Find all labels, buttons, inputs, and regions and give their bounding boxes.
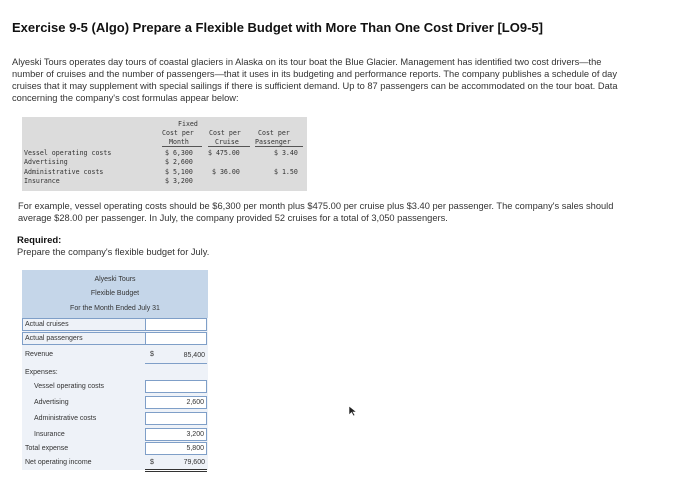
cost-row: Advertising $ 2,600 [24,158,193,166]
revenue-currency: $ [150,351,154,358]
actual-passengers-row: Actual passengers [22,332,208,346]
total-expense-row: Total expense 5,800 [22,442,208,456]
budget-name: Flexible Budget [90,290,140,297]
total-expense-input[interactable]: 5,800 [145,442,207,455]
expenses-heading-row: Expenses: [25,369,58,376]
mouse-cursor-icon [348,405,358,417]
required-text: Prepare the company's flexible budget for July. [17,247,210,257]
advertising-input[interactable]: 2,600 [145,396,207,409]
passenger-header-2: Passenger [255,138,291,146]
admin-row: Administrative costs [22,412,208,426]
example-paragraph: For example, vessel operating costs should be $6,300 per month plus $475.00 per cruise plus $3.40 per passenger. The company's sales should average $28.00 per passenger. In July, the company provided 52 cruises for a total of 3,050 passengers. [18,201,614,223]
cost-formula-table [22,117,307,191]
exercise-title: Exercise 9-5 (Algo) Prepare a Flexible Budget with More Than One Cost Driver [LO9-5] [12,20,543,35]
budget-period: For the Month Ended July 31 [70,305,160,312]
admin-input[interactable] [145,412,207,425]
advertising-row: Advertising 2,600 [22,396,208,410]
actual-cruises-input[interactable] [145,318,207,331]
cost-row: Administrative costs $ 5,100 $ 36.00 $ 1.50 [24,168,298,176]
revenue-row: Revenue $ 85,400 [22,348,208,362]
cruise-header-2: Cruise [215,138,239,146]
net-income-row: Net operating income $ 79,600 [22,456,208,470]
budget-company: Alyeski Tours [94,276,136,283]
actual-cruises-row: Actual cruises [22,318,208,332]
actual-passengers-input[interactable] [145,332,207,345]
revenue-input[interactable]: 85,400 [183,352,205,359]
net-income-input[interactable]: 79,600 [183,459,205,466]
vessel-row: Vessel operating costs [22,380,208,394]
required-label: Required: [17,235,62,246]
fixed-header-2: Cost per [162,129,194,137]
vessel-input[interactable] [145,380,207,393]
cost-row: Insurance $ 3,200 [24,177,193,185]
net-income-currency: $ [150,459,154,466]
cruise-header-1: Cost per [209,129,241,137]
intro-paragraph: Alyeski Tours operates day tours of coastal glaciers in Alaska on its tour boat the Blue Glacier. Management has identified two cost drivers—the number of cruises and the number of passengers—that it uses in its budgeting and performance reports. The company publishes a schedule of day cruises that it may supplement with special sailings if there is sufficient demand. Up to 87 passengers can be accommodated on the tour boat. Data concerning the company's cost formulas appear below: [12,57,618,103]
fixed-header-1: Fixed [178,120,198,128]
budget-header [22,270,208,318]
insurance-row: Insurance 3,200 [22,428,208,442]
passenger-header-1: Cost per [258,129,290,137]
insurance-input[interactable]: 3,200 [145,428,207,441]
fixed-header-3: Month [169,138,189,146]
cost-row: Vessel operating costs $ 6,300 $ 475.00 $ 3.40 [24,149,298,157]
